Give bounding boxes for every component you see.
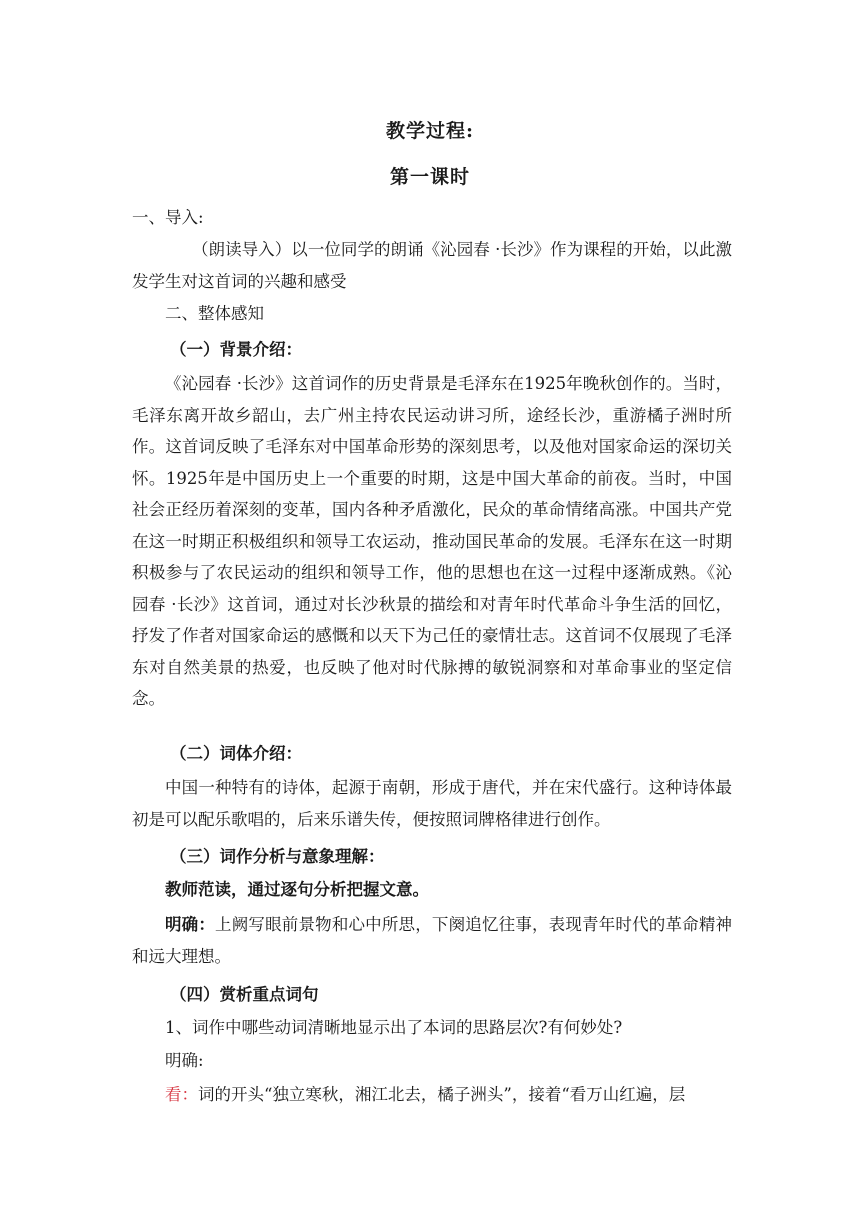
page-title: 教学过程: <box>385 120 474 142</box>
section-heading-intro: 一、导入: <box>132 208 204 227</box>
answer-label: 明确: <box>165 1051 204 1070</box>
teacher-reading-text: 教师范读，通过逐句分析把握文意。 <box>165 880 429 899</box>
sub-heading-background: （一）背景介绍： <box>170 340 302 359</box>
background-paragraph: 《沁园春 ·长沙》这首词作的历史背景是毛泽东在1925年晚秋创作的。当时，毛泽东离开故乡韶山，去广州主持农民运动讲习所，途经长沙，重游橘子洲时所作。这首词反映了毛泽东对中国革命形势的深刻思考，以及他对国家命运的深切关怀。1925年是中国历史上一个重要的时期，这是中国大革命的前夜。当时，中国社会正经历着深刻的变革，国内各种矛盾激化，民众的革命情绪高涨。中国共产党在这一时期正积极组织和领导工农运动，推动国民革命的发展。毛泽东在这一时期积极参与了农民运动的组织和领导工作，他的思想也在这一过程中逐渐成熟。《沁园春 ·长沙》这首词，通过对长沙秋景的描绘和对青年时代革命斗争生活的回忆，抒发了作者对国家命运的感慨和以天下为己任的豪情壮志。这首词不仅展现了毛泽东对自然美景的热爱，也反映了他对时代脉搏的敏锐洞察和对革命事业的坚定信念。 <box>132 374 732 708</box>
section-heading-overview: 二、整体感知 <box>165 304 264 323</box>
kan-label: 看： <box>165 1085 198 1104</box>
sub-heading-ci-form: （二）词体介绍： <box>170 744 302 763</box>
clarify-text: 上阙写眼前景物和心中所思，下阕追忆往事，表现青年时代的革命精神和远大理想。 <box>132 915 733 966</box>
clarify-label: 明确： <box>165 915 216 934</box>
kan-text: 词的开头“独立寒秋，湘江北去，橘子洲头”，接着“看万山红遍，层 <box>198 1085 686 1104</box>
sub-heading-analysis: （三）词作分析与意象理解： <box>170 847 385 866</box>
sub-heading-appreciation: （四）赏析重点词句 <box>170 985 319 1004</box>
question-1: 1、词作中哪些动词清晰地显示出了本词的思路层次?有何妙处? <box>165 1018 623 1037</box>
clarify-paragraph <box>132 909 732 972</box>
intro-paragraph: （朗读导入）以一位同学的朗诵《沁园春 ·长沙》作为课程的开始，以此激发学生对这首词的兴趣和感受 <box>132 240 732 291</box>
kan-paragraph <box>165 1079 765 1111</box>
ci-form-paragraph: 中国一种特有的诗体，起源于南朝，形成于唐代，并在宋代盛行。这种诗体最初是可以配乐歌唱的，后来乐谱失传，便按照词牌格律进行创作。 <box>132 778 732 829</box>
lesson-subtitle: 第一课时 <box>389 166 470 188</box>
